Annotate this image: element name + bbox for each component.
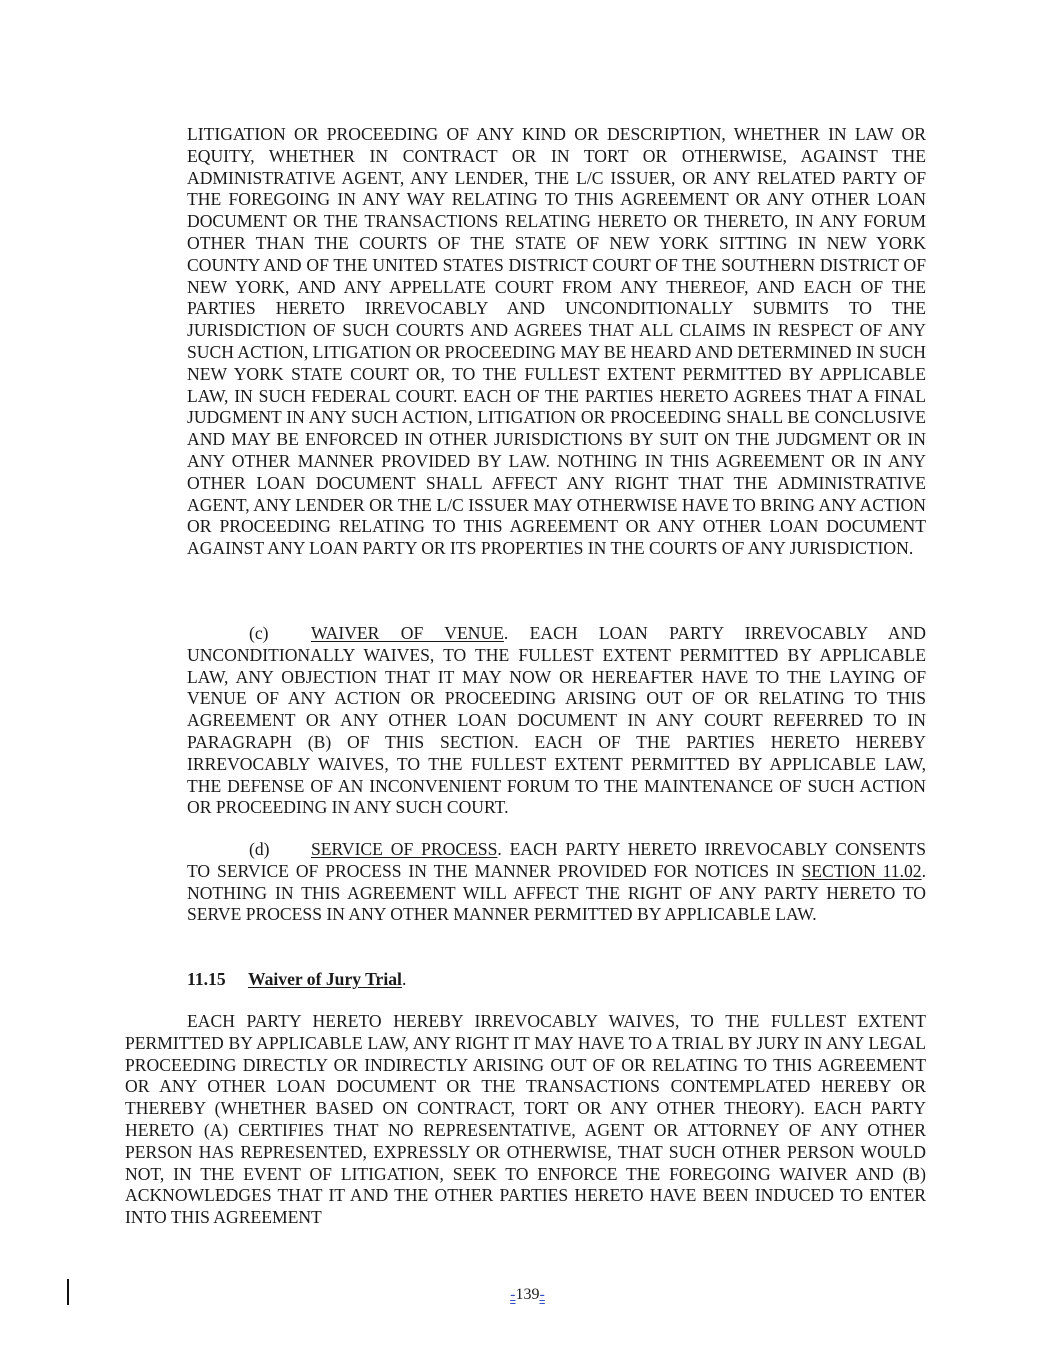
page-number-dash-right: - — [539, 1286, 545, 1303]
section-d-label: (d) — [249, 839, 270, 859]
page-number-dash-left: - — [510, 1286, 516, 1303]
section-11-15-heading — [187, 969, 926, 991]
page-number-footer — [0, 1284, 1055, 1306]
section-11-15-title: Waiver of Jury Trial — [248, 969, 402, 989]
section-c-body: EACH LOAN PARTY IRREVOCABLY AND UNCONDITIONALLY WAIVES, TO THE FULLEST EXTENT PERMITTED BY APPLICABLE LAW, ANY OBJECTION THAT IT MAY NOW OR HEREAFTER HAVE TO THE LAYING OF VENUE OF ANY ACTION OR PROCEEDING ARISING OUT OF OR RELATING TO THIS AGREEMENT OR ANY OTHER LOAN DOCUMENT IN ANY COURT REFERRED TO IN PARAGRAPH (B) OF THIS SECTION. EACH OF THE PARTIES HERETO HEREBY IRREVOCABLY WAIVES, TO THE FULLEST EXTENT PERMITTED BY APPLICABLE LAW, THE DEFENSE OF AN INCONVENIENT FORUM TO THE MAINTENANCE OF SUCH ACTION OR PROCEEDING IN ANY SUCH COURT. — [187, 623, 926, 818]
section-d-body-before-ref: EACH PARTY HERETO IRREVOCABLY CONSENTS TO SERVICE OF PROCESS IN THE MANNER PROVIDED FOR NOTICES IN — [187, 839, 926, 881]
continuation-paragraph: LITIGATION OR PROCEEDING OF ANY KIND OR DESCRIPTION, WHETHER IN LAW OR EQUITY, WHETHER IN CONTRACT OR IN TORT OR OTHERWISE, AGAINST THE ADMINISTRATIVE AGENT, ANY LENDER, THE L/C ISSUER, OR ANY RELATED PARTY OF THE FOREGOING IN ANY WAY RELATING TO THIS AGREEMENT OR ANY OTHER LOAN DOCUMENT OR THE TRANSACTIONS RELATING HERETO OR THERETO, IN ANY FORUM OTHER THAN THE COURTS OF THE STATE OF NEW YORK SITTING IN NEW YORK COUNTY AND OF THE UNITED STATES DISTRICT COURT OF THE SOUTHERN DISTRICT OF NEW YORK, AND ANY APPELLATE COURT FROM ANY THEREOF, AND EACH OF THE PARTIES HERETO IRREVOCABLY AND UNCONDITIONALLY SUBMITS TO THE JURISDICTION OF SUCH COURTS AND AGREES THAT ALL CLAIMS IN RESPECT OF ANY SUCH ACTION, LITIGATION OR PROCEEDING MAY BE HEARD AND DETERMINED IN SUCH NEW YORK STATE COURT OR, TO THE FULLEST EXTENT PERMITTED BY APPLICABLE LAW, IN SUCH FEDERAL COURT. EACH OF THE PARTIES HERETO AGREES THAT A FINAL JUDGMENT IN ANY SUCH ACTION, LITIGATION OR PROCEEDING SHALL BE CONCLUSIVE AND MAY BE ENFORCED IN OTHER JURISDICTIONS BY SUIT ON THE JUDGMENT OR IN ANY OTHER MANNER PROVIDED BY LAW. NOTHING IN THIS AGREEMENT OR IN ANY OTHER LOAN DOCUMENT SHALL AFFECT ANY RIGHT THAT THE ADMINISTRATIVE AGENT, ANY LENDER OR THE L/C ISSUER MAY OTHERWISE HAVE TO BRING ANY ACTION OR PROCEEDING RELATING TO THIS AGREEMENT OR ANY OTHER LOAN DOCUMENT AGAINST ANY LOAN PARTY OR ITS PROPERTIES IN THE COURTS OF ANY JURISDICTION. — [187, 124, 926, 559]
section-c-paragraph — [187, 623, 926, 819]
section-d-title-punct: . — [497, 839, 502, 859]
page-number: 139 — [515, 1286, 540, 1303]
section-d-title: SERVICE OF PROCESS — [311, 839, 498, 859]
section-d-body-after-ref: . NOTHING IN THIS AGREEMENT WILL AFFECT THE RIGHT OF ANY PARTY HERETO TO SERVE PROCESS IN ANY OTHER MANNER PERMITTED BY APPLICABLE LAW. — [187, 860, 926, 925]
section-11-15-title-punct: . — [401, 969, 407, 989]
section-d-paragraph — [187, 839, 926, 926]
jury-waiver-paragraph: EACH PARTY HERETO HEREBY IRREVOCABLY WAIVES, TO THE FULLEST EXTENT PERMITTED BY APPLICABLE LAW, ANY RIGHT IT MAY HAVE TO A TRIAL BY JURY IN ANY LEGAL PROCEEDING DIRECTLY OR INDIRECTLY ARISING OUT OF OR RELATING TO THIS AGREEMENT OR ANY OTHER LOAN DOCUMENT OR THE TRANSACTIONS CONTEMPLATED HEREBY OR THEREBY (WHETHER BASED ON CONTRACT, TORT OR ANY OTHER THEORY). EACH PARTY HERETO (A) CERTIFIES THAT NO REPRESENTATIVE, AGENT OR ATTORNEY OF ANY OTHER PERSON HAS REPRESENTED, EXPRESSLY OR OTHERWISE, THAT SUCH OTHER PERSON WOULD NOT, IN THE EVENT OF LITIGATION, SEEK TO ENFORCE THE FOREGOING WAIVER AND (B) ACKNOWLEDGES THAT IT AND THE OTHER PARTIES HERETO HAVE BEEN INDUCED TO ENTER INTO THIS AGREEMENT — [125, 1011, 926, 1228]
section-c-title-punct: . — [503, 623, 509, 643]
section-c-label: (c) — [249, 623, 269, 643]
section-c-title: WAIVER OF VENUE — [311, 623, 504, 643]
section-11-02-reference: SECTION 11.02 — [801, 860, 922, 881]
section-11-15-number: 11.15 — [187, 969, 226, 989]
